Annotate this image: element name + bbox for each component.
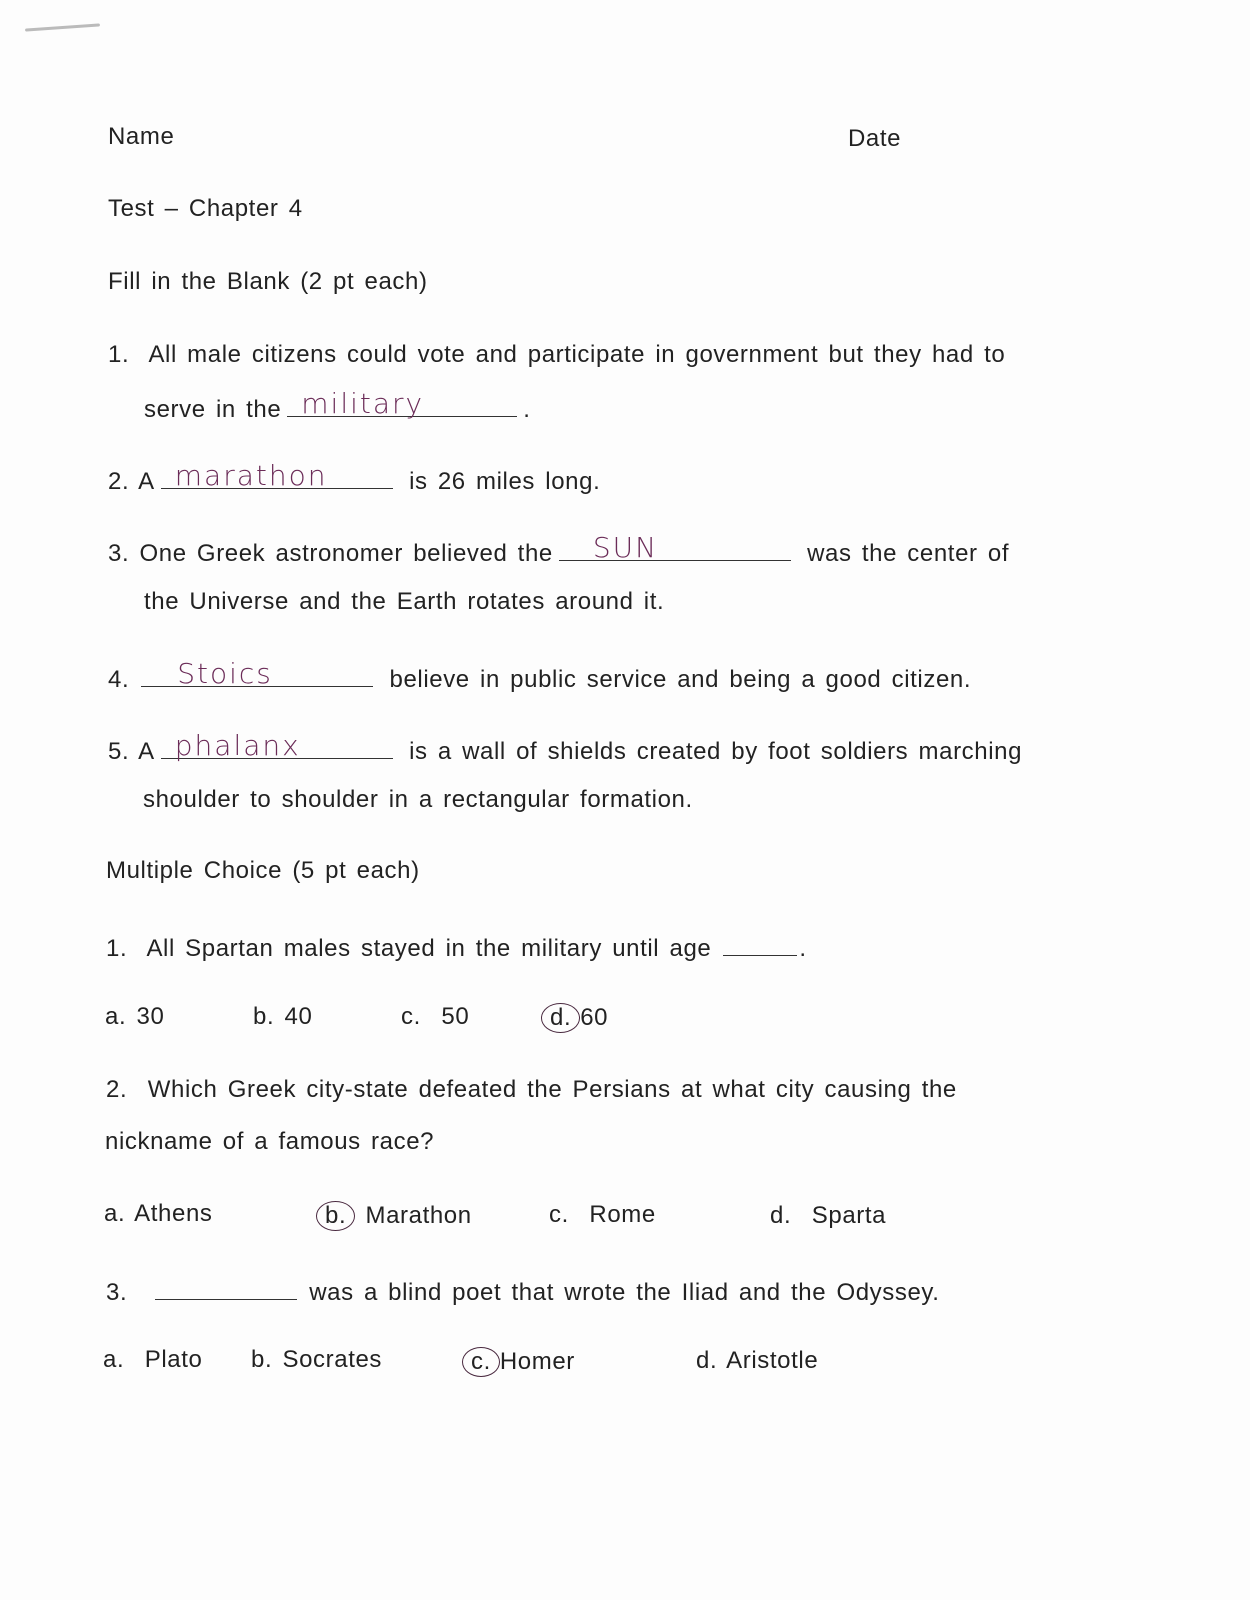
- answer-blank: [723, 931, 797, 956]
- q-text: A: [138, 738, 155, 765]
- answer-blank: [141, 657, 373, 690]
- mc-q1-option-c: c. 50: [401, 1003, 470, 1030]
- answer-blank: [161, 729, 393, 762]
- q-text: .: [523, 396, 531, 423]
- fib-q3: [108, 531, 1010, 568]
- mc-q1: [106, 931, 807, 963]
- fib-q5: [108, 729, 1023, 766]
- mc-q3-option-a: a. Plato: [103, 1346, 203, 1373]
- mc-q1-option-b: b. 40: [253, 1003, 313, 1030]
- handwritten-answer: Stoics: [177, 657, 273, 690]
- name-label: Name: [108, 123, 175, 150]
- mc-q2-option-d: d. Sparta: [770, 1202, 887, 1229]
- mc-q3: [106, 1275, 940, 1307]
- handwritten-answer: SUN: [592, 531, 659, 564]
- q-text: All Spartan males stayed in the military until age: [146, 935, 712, 962]
- circled-answer: c.: [462, 1347, 500, 1377]
- mc-q2: [106, 1076, 957, 1104]
- q-text: serve in the: [144, 396, 282, 423]
- fib-q2: [108, 459, 601, 496]
- q-number: 3.: [106, 1279, 128, 1306]
- q-number: 4.: [108, 666, 130, 693]
- answer-blank: [559, 531, 791, 564]
- fill-in-heading: Fill in the Blank (2 pt each): [108, 268, 428, 295]
- q-text: Which Greek city-state defeated the Persians at what city causing the: [147, 1076, 957, 1103]
- circled-answer: d.: [541, 1003, 580, 1033]
- mc-q3-option-d: d. Aristotle: [696, 1347, 819, 1374]
- q-number: 3.: [108, 540, 130, 567]
- mc-q1-option-d: d. 60: [549, 1003, 608, 1033]
- q-text: A: [138, 468, 155, 495]
- mc-q1-option-a: a. 30: [105, 1003, 165, 1030]
- fib-q3-line2: the Universe and the Earth rotates around it.: [144, 588, 665, 615]
- circled-answer: b.: [316, 1201, 355, 1231]
- q-text: believe in public service and being a good citizen.: [389, 666, 972, 693]
- scan-mark: [25, 23, 100, 31]
- mc-q3-option-b: b. Socrates: [251, 1346, 383, 1373]
- multiple-choice-heading: Multiple Choice (5 pt each): [106, 857, 420, 884]
- test-title: Test – Chapter 4: [108, 195, 303, 222]
- q-text: One Greek astronomer believed the: [139, 540, 553, 567]
- mc-q2-option-a: a. Athens: [104, 1200, 213, 1227]
- mc-q2-line2: nickname of a famous race?: [105, 1128, 435, 1155]
- answer-blank: [161, 459, 393, 492]
- q-text: was the center of: [807, 540, 1010, 567]
- mc-q3-option-c: c. Homer: [470, 1347, 575, 1377]
- mc-q2-option-b: b. Marathon: [324, 1201, 472, 1231]
- q-text: is a wall of shields created by foot soldiers marching: [409, 738, 1023, 765]
- handwritten-answer: marathon: [174, 459, 328, 492]
- fib-q1-line2: [144, 387, 531, 424]
- q-text: was a blind poet that wrote the Iliad and the Odyssey.: [309, 1279, 940, 1306]
- q-text: All male citizens could vote and participate in government but they had to: [148, 341, 1006, 368]
- handwritten-answer: phalanx: [174, 729, 301, 762]
- fib-q1: [108, 341, 1005, 369]
- answer-blank: [155, 1275, 297, 1300]
- q-number: 1.: [108, 341, 130, 368]
- handwritten-answer: military: [301, 387, 425, 420]
- date-label: Date: [848, 125, 902, 152]
- answer-blank: [287, 387, 517, 420]
- q-text: is 26 miles long.: [409, 468, 601, 495]
- q-number: 2.: [106, 1076, 128, 1103]
- fib-q4: [108, 657, 972, 694]
- mc-q2-option-c: c. Rome: [549, 1201, 656, 1228]
- q-number: 1.: [106, 935, 128, 962]
- q-number: 2.: [108, 468, 130, 495]
- q-number: 5.: [108, 738, 130, 765]
- q-text: .: [799, 935, 807, 962]
- fib-q5-line2: shoulder to shoulder in a rectangular formation.: [143, 786, 693, 813]
